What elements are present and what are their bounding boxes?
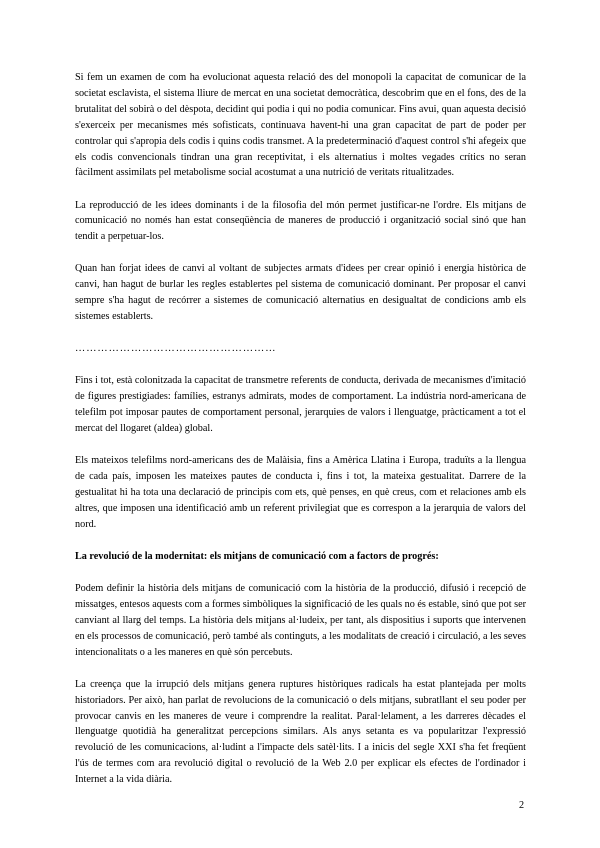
paragraph-idees-canvi: Quan han forjat idees de canvi al voltant de subjectes armats d'idees per crear opinió i energia històrica de canvi, han hagut de burlar les regles establertes pel sistema de comunicació dominant. Per proposar el canvi sempre s'ha hagut de recórrer a sistemes de comunicació alternatius en desigualtat de condicions amb els sistemes establerts.	[75, 263, 526, 323]
paragraph-idees-dominants: La reproducció de les idees dominants i de la filosofia del món permet justificar-ne l'ordre. Els mitjans de comunicació no només han estat conseqüència de maneres de producció i organització social sinó que han tendit a perpetuar-los.	[75, 199, 526, 243]
page-number: 2	[519, 800, 525, 811]
ellipsis-separator: ………………………………………………	[75, 343, 277, 355]
paragraph-monopoli: Si fem un examen de com ha evolucionat aquesta relació des del monopoli la capacitat de comunicar de la societat esclavista, el sistema lliure de mercat en una societat democràtica, descobrim que en el fons, des de la brutalitat del sobirà o del dèspota, decidint qui podia i qui no podia comunicar. Fins avui, quan aquesta decisió s'exerceix per mecanismes més sofisticats, continuava havent-hi una gran capacitat de part de poder per controlar qui s'apropia dels codis i quins codis transmet. A la predeterminació d'aquest control s'hi afegeix que els codis convencionals tindran una gran receptivitat, i els alternatius i moltes vegades crítics no seran fàcilment assimilats pel metabolisme social acostumat a una nutrició de veritats ritualitzades.	[75, 72, 526, 179]
document-page	[75, 70, 526, 804]
paragraph-referents-conducta: Fins i tot, està colonitzada la capacitat de transmetre referents de conducta, derivada de mecanismes d'imitació de figures prestigiades: famílies, estranys admirats, modes de comportament. La indústria nord-americana de telefilm pot imposar pautes de comportament personal, jerarquies de valors i llenguatge, pràcticament a tot el mercat del llogaret (aldea) global.	[75, 375, 526, 435]
paragraph-historia-mitjans: Podem definir la història dels mitjans de comunicació com la història de la producció, difusió i recepció de missatges, entesos aquests com a formes simbòliques la significació de les quals no és estable, sinó que pot ser canviant al llarg del temps. La història dels mitjans al·ludeix, per tant, als dispositius i suports que intervenen en els processos de comunicació, però també als continguts, a les modalitats de creació i circulació, a les seves intencionalitats o a les maneres en què són percebuts.	[75, 582, 526, 658]
paragraph-telefilms: Els mateixos telefilms nord-americans des de Malàisia, fins a Amèrica Llatina i Europa, traduïts a la llengua de cada país, imposen les mateixes pautes de conducta i, fins i tot, la mateixa gestualitat. Darrere de la gestualitat hi ha tota una declaració de principis com ets, què penses, en què creus, com et relaciones amb els altres, que imposen una identificació amb un referent privilegiat que es correspon a la jerarquia de valors del nord.	[75, 455, 526, 530]
section-heading: La revolució de la modernitat: els mitjans de comunicació com a factors de progrés:	[75, 550, 439, 562]
paragraph-revolucions: La creença que la irrupció dels mitjans genera ruptures històriques radicals ha estat plantejada per molts historiadors. Per això, han parlat de revolucions de la comunicació o dels mitjans, subratllant el seu poder per provocar canvis en les maneres de veure i comprendre la realitat. Paral·lelament, a les darreres dècades el llenguatge quotidià ha generalitzat percepcions similars. Als anys setanta es va popularitzar l'expressió revolució de les comunicacions, al·ludint a l'impacte dels satèl·lits. I a inicis del segle XXI s'ha fet freqüent l'ús de termes com ara revolució digital o revolució de la Web 2.0 per explicar els efectes de l'ordinador i Internet a la vida diària.	[75, 678, 526, 786]
